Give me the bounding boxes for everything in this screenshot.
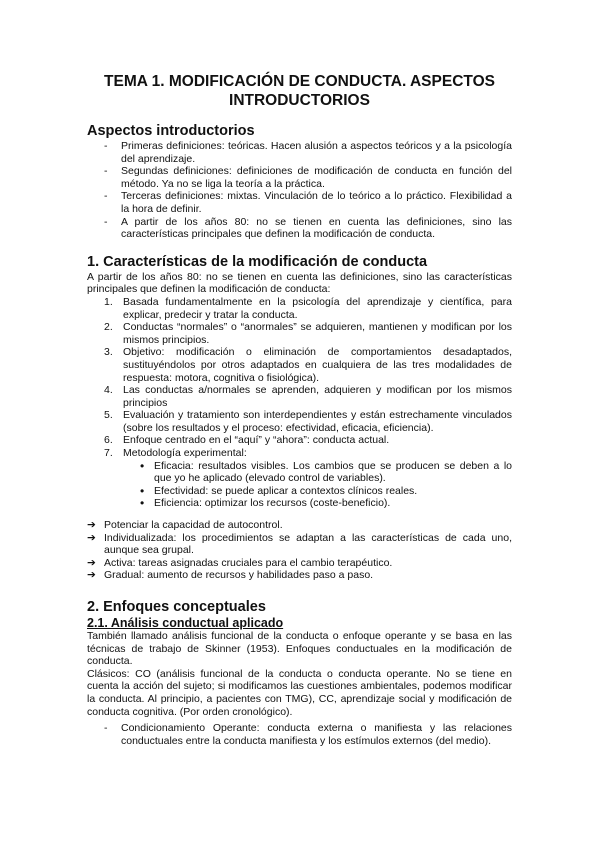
arrow-list bbox=[87, 519, 512, 582]
item-number: 3. bbox=[104, 346, 113, 359]
list-item: - Condicionamiento Operante: conducta externa o manifiesta y las relaciones conductuales entre la conducta manifiesta y los estímulos externos (del medio). bbox=[104, 722, 512, 747]
item-text: Evaluación y tratamiento son interdependientes y están estrechamente vinculados (sobre los resultados y el proceso: efectividad, eficacia, eficiencia). bbox=[123, 409, 512, 434]
section-2-para-2: Clásicos: CO (análisis funcional de la conducta o conducta operante. No se tiene en cuenta la acción del sujeto; si modificamos las cuestiones ambientales, podemos modificar la conducta. Al principio, a pacientes con TMG), CC, aprendizaje social y modificación de conducta cognitiva. (Por orden cronológico). bbox=[87, 667, 512, 718]
characteristics-list bbox=[87, 296, 512, 510]
list-item bbox=[104, 296, 512, 321]
list-item: - Segundas definiciones: definiciones de modificación de conducta en función del método. Ya no se liga la teoría a la práctica. bbox=[104, 165, 512, 190]
item-text: Objetivo: modificación o eliminación de comportamientos desadaptados, sustituyéndolos por otros adaptados en cualquiera de las tres modalidades de respuesta: motora, cognitiva o fisiológica). bbox=[123, 346, 512, 384]
list-item: • Eficiencia: optimizar los recursos (coste-beneficio). bbox=[140, 497, 512, 510]
list-item: - A partir de los años 80: no se tienen en cuenta las definiciones, sino las características principales que definen la modificación de conducta. bbox=[104, 216, 512, 241]
section-1-heading: 1. Características de la modificación de conducta bbox=[87, 253, 428, 270]
intro-definitions-list bbox=[87, 140, 512, 241]
item-number: 1. bbox=[104, 295, 113, 308]
arrow-icon: ➔ bbox=[87, 569, 96, 582]
item-text: Conductas “normales” o “anormales” se adquieren, mantienen y modifican por los mismos principios. bbox=[123, 321, 512, 346]
arrow-icon: ➔ bbox=[87, 556, 96, 569]
list-item bbox=[104, 409, 512, 434]
list-item: ➔ Individualizada: los procedimientos se adaptan a las características de cada uno, aunque sea grupal. bbox=[87, 531, 512, 557]
section-intro-heading: Aspectos introductorios bbox=[87, 123, 255, 139]
list-item: • Efectividad: se puede aplicar a contextos clínicos reales. bbox=[140, 485, 512, 498]
list-item: - Primeras definiciones: teóricas. Hacen alusión a aspectos teóricos y a la psicología del aprendizaje. bbox=[104, 140, 512, 165]
section-1-intro: A partir de los años 80: no se tienen en cuenta las definiciones, sino las características principales que definen la modificación de conducta: bbox=[87, 270, 512, 296]
list-item bbox=[104, 321, 512, 346]
section-2-heading: 2. Enfoques conceptuales bbox=[87, 599, 266, 615]
item-text: Las conductas a/normales se aprenden, adquieren y modifican por los mismos principios bbox=[123, 384, 512, 409]
list-item: - Terceras definiciones: mixtas. Vinculación de lo teórico a lo práctico. Flexibilidad a la hora de definir. bbox=[104, 190, 512, 215]
methodology-sublist bbox=[123, 460, 512, 510]
approaches-list bbox=[87, 722, 512, 747]
list-item bbox=[104, 434, 512, 447]
list-item bbox=[104, 346, 512, 384]
list-item: ➔ Gradual: aumento de recursos y habilidades paso a paso. bbox=[87, 569, 374, 582]
item-number: 6. bbox=[104, 434, 113, 447]
section-2-1-subheading: 2.1. Análisis conductual aplicado bbox=[87, 616, 284, 630]
list-item: ➔ Potenciar la capacidad de autocontrol. bbox=[87, 519, 283, 532]
arrow-icon: ➔ bbox=[87, 519, 96, 532]
list-item bbox=[104, 447, 512, 510]
item-number: 5. bbox=[104, 409, 113, 422]
list-item bbox=[104, 384, 512, 409]
item-number: 7. bbox=[104, 447, 113, 460]
list-item: • Eficacia: resultados visibles. Los cambios que se producen se deben a lo que yo he aplicado (elevado control de variables). bbox=[140, 460, 512, 485]
section-2-para-1: También llamado análisis funcional de la conducta o enfoque operante y se basa en las técnicas de trabajo de Skinner (1953). Enfoques conductuales en la modificación de conducta. bbox=[87, 630, 512, 668]
item-number: 2. bbox=[104, 321, 113, 334]
arrow-icon: ➔ bbox=[87, 531, 96, 544]
item-text: Metodología experimental: bbox=[123, 447, 247, 460]
list-item: ➔ Activa: tareas asignadas cruciales para el cambio terapéutico. bbox=[87, 556, 393, 569]
item-text: Enfoque centrado en el “aquí” y “ahora”: conducta actual. bbox=[123, 434, 390, 447]
document-title: TEMA 1. MODIFICACIÓN DE CONDUCTA. ASPECTOS INTRODUCTORIOS bbox=[104, 73, 495, 109]
item-number: 4. bbox=[104, 384, 113, 397]
item-text: Basada fundamentalmente en la psicología del aprendizaje y científica, para explicar, predecir y tratar la conducta. bbox=[123, 295, 512, 321]
